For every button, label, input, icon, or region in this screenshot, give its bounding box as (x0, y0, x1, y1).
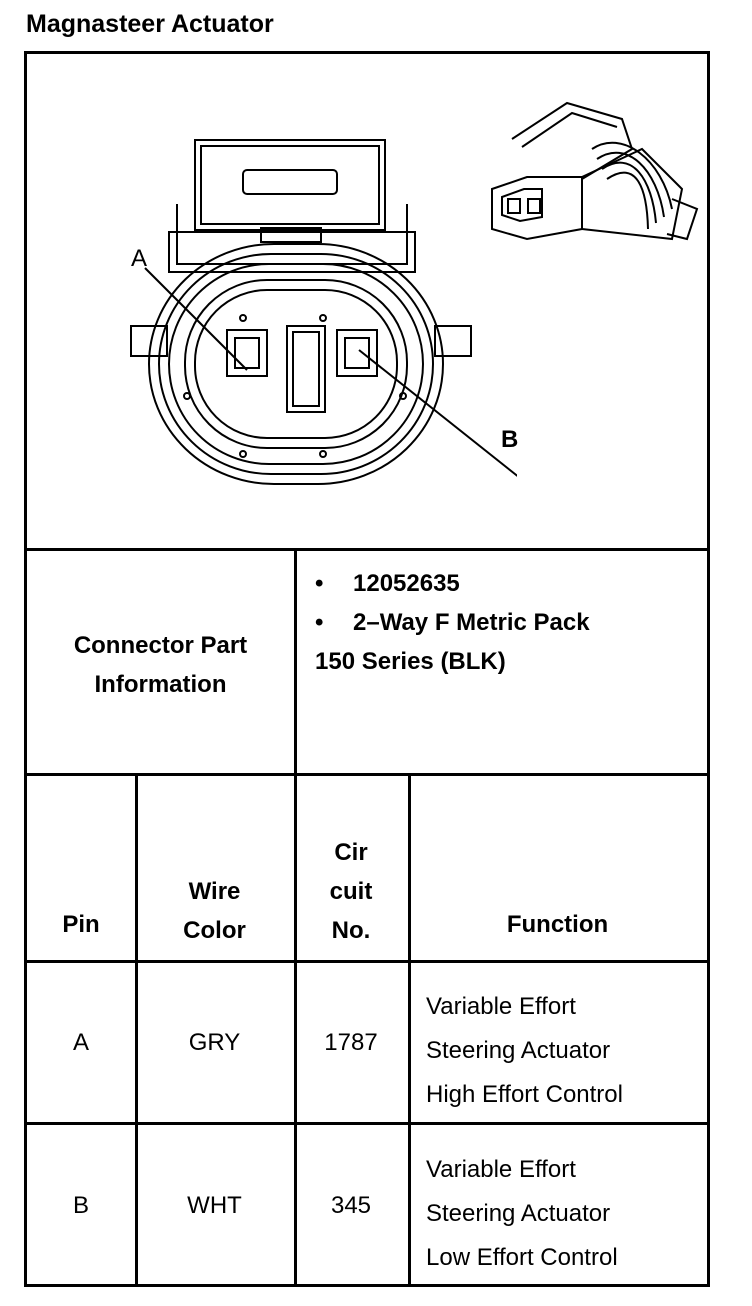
row-b-function-line3: Low Effort Control (426, 1244, 618, 1271)
part-info-label (27, 626, 294, 704)
divider (408, 773, 411, 1284)
row-a-function (426, 985, 623, 1117)
divider (27, 548, 707, 551)
connector-type: 2–Way F Metric Pack (353, 609, 590, 636)
divider (294, 548, 297, 776)
header-circuit-line3: No. (331, 917, 371, 944)
part-number: 12052635 (353, 570, 460, 597)
row-a-function-line2: Steering Actuator (426, 1037, 611, 1064)
row-b-function-line1: Variable Effort (426, 1156, 576, 1183)
row-a-function-line1: Variable Effort (426, 993, 576, 1020)
divider (27, 1122, 707, 1125)
bullet-dot: • (315, 570, 324, 597)
header-circuit-line2: cuit (329, 878, 373, 905)
row-a-pin: A (72, 1029, 89, 1056)
pin-label-b: B (501, 426, 519, 453)
header-pin: Pin (62, 911, 100, 938)
part-info-label-line2: Information (94, 671, 227, 698)
header-wire-color (135, 872, 294, 950)
header-circuit-no (294, 833, 408, 950)
page-title: Magnasteer Actuator (26, 10, 274, 38)
bullet-dot: • (315, 609, 324, 636)
row-b-function-line2: Steering Actuator (426, 1200, 611, 1227)
row-b-function (426, 1148, 618, 1280)
connector-diagram (27, 54, 707, 548)
pin-label-a: A (131, 245, 148, 272)
header-wire-color-line1: Wire (188, 878, 241, 905)
divider (27, 773, 707, 776)
connector-sheet (24, 51, 710, 1287)
connector-series: 150 Series (BLK) (315, 648, 506, 675)
row-a-wire-color: GRY (188, 1029, 241, 1056)
header-function: Function (506, 911, 609, 938)
row-b-wire-color: WHT (187, 1192, 242, 1219)
part-info-label-line1: Connector Part (73, 632, 248, 659)
header-circuit-line1: Cir (334, 839, 368, 866)
row-b-circuit: 345 (330, 1192, 372, 1219)
connector-face-drawing (97, 114, 517, 534)
row-b-pin: B (72, 1192, 89, 1219)
row-a-function-line3: High Effort Control (426, 1081, 623, 1108)
header-wire-color-line2: Color (183, 917, 246, 944)
divider (27, 960, 707, 963)
row-a-circuit: 1787 (324, 1029, 378, 1056)
connector-isometric-drawing (472, 89, 712, 309)
